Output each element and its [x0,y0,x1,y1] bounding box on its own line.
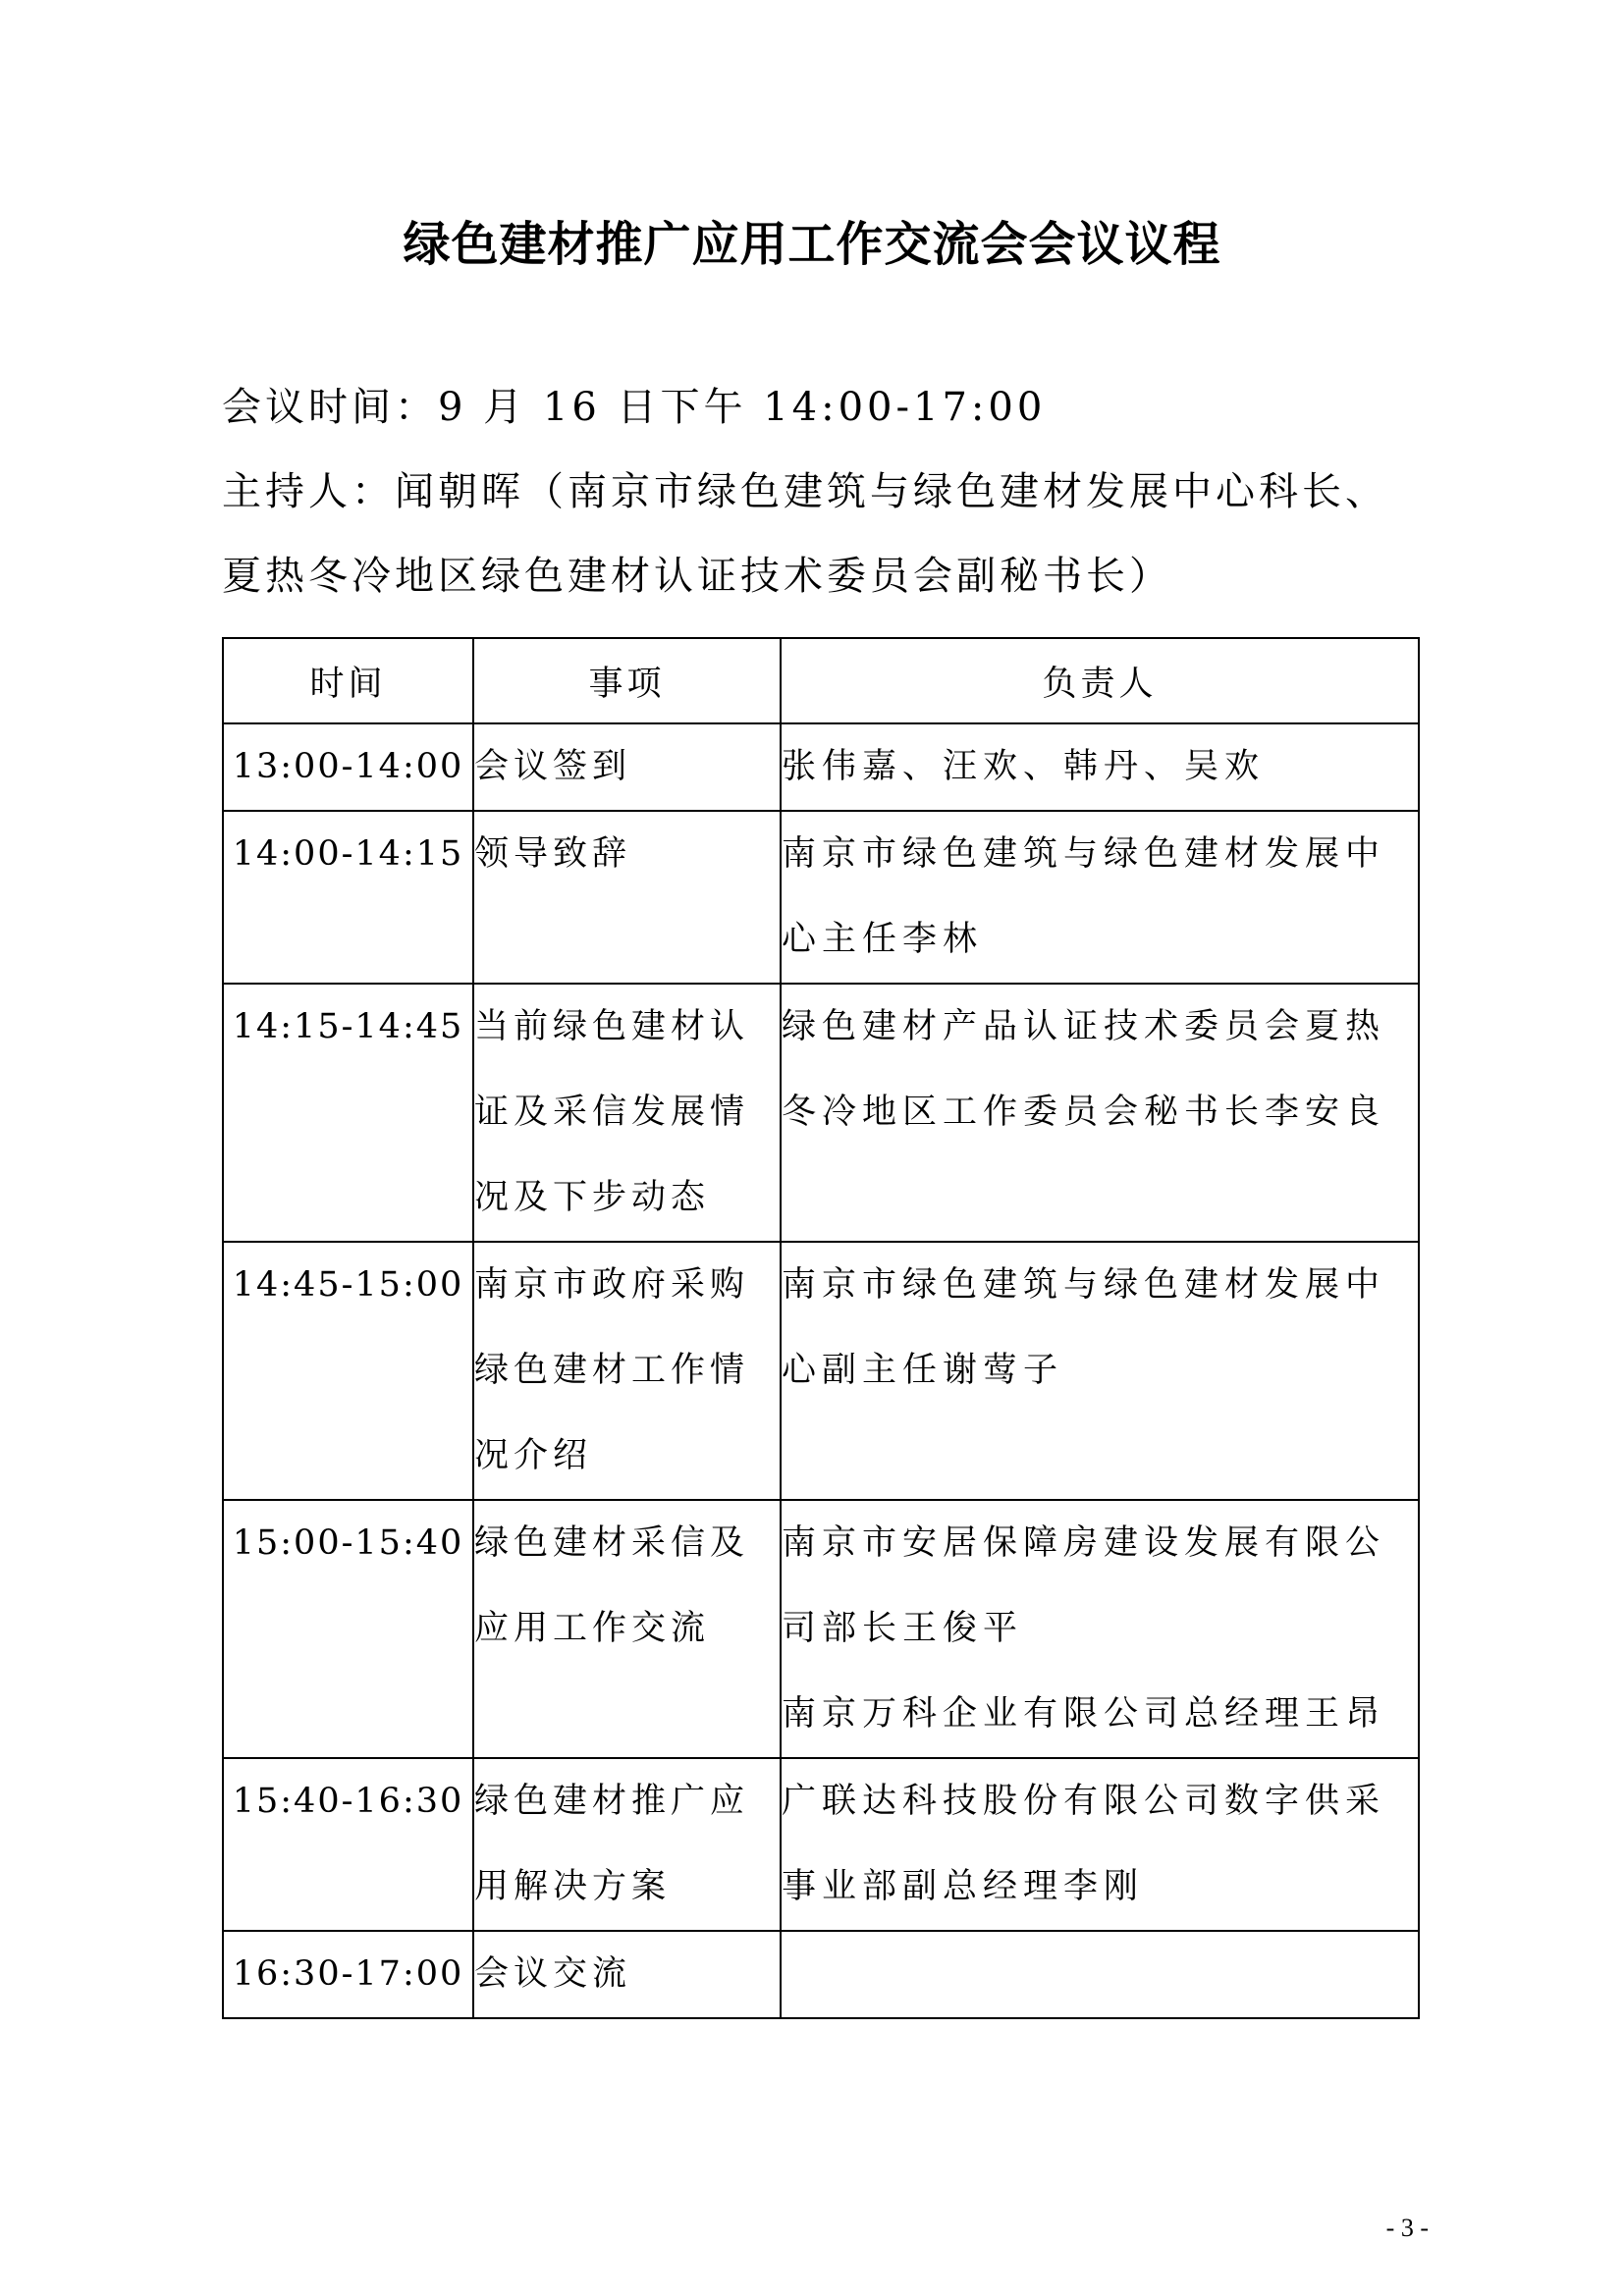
header-time: 时间 [223,638,473,723]
host-label: 主持人： [222,469,395,514]
agenda-item: 会议签到 [473,723,781,811]
agenda-owner-line: 南京市绿色建筑与绿色建材发展中心副主任谢莺子 [782,1265,1386,1390]
agenda-owner [781,811,1419,984]
agenda-owner-line: 广联达科技股份有限公司数字供采事业部副总经理李刚 [782,1782,1386,1906]
agenda-time: 16:30-17:00 [223,1931,473,2018]
table-row [223,1758,1419,1931]
table-row [223,984,1419,1242]
table-row [223,1500,1419,1758]
table-row [223,1931,1419,2018]
table-row [223,1242,1419,1500]
agenda-owner-line: 南京市绿色建筑与绿色建材发展中心主任李林 [782,834,1386,959]
meeting-time-label: 会议时间： [222,385,438,430]
meeting-time-value: 9 月 16 日下午 14:00-17:00 [438,385,1047,430]
agenda-time: 13:00-14:00 [223,723,473,811]
agenda-owner [781,1242,1419,1500]
table-row [223,811,1419,984]
agenda-body [223,723,1419,2018]
agenda-header-row [223,638,1419,723]
agenda-time: 15:40-16:30 [223,1758,473,1931]
agenda-owner-line: 绿色建材产品认证技术委员会夏热冬冷地区工作委员会秘书长李安良 [782,1007,1386,1132]
page-title: 绿色建材推广应用工作交流会会议议程 [403,217,1221,272]
agenda-time: 14:15-14:45 [223,984,473,1242]
meeting-host [222,450,1430,618]
agenda-item: 绿色建材采信及应用工作交流 [473,1500,781,1758]
meeting-time [222,365,1430,450]
agenda-owner [781,984,1419,1242]
agenda-owner-line: 南京万科企业有限公司总经理王昂 [782,1694,1386,1734]
header-owner: 负责人 [781,638,1419,723]
agenda-item: 当前绿色建材认证及采信发展情况及下步动态 [473,984,781,1242]
agenda-table [222,637,1420,2019]
host-value: 闻朝晖（南京市绿色建筑与绿色建材发展中心科长、夏热冬冷地区绿色建材认证技术委员会副秘书长） [222,469,1388,599]
agenda-owner-line: 南京市安居保障房建设发展有限公司部长王俊平 [782,1523,1386,1648]
header-item: 事项 [473,638,781,723]
agenda-owner [781,1500,1419,1758]
agenda-owner [781,723,1419,811]
agenda-item: 绿色建材推广应用解决方案 [473,1758,781,1931]
agenda-item: 会议交流 [473,1931,781,2018]
agenda-time: 14:45-15:00 [223,1242,473,1500]
agenda-item: 领导致辞 [473,811,781,984]
page-number: - 3 - [1385,2214,1429,2242]
table-row [223,723,1419,811]
agenda-owner-line: 张伟嘉、汪欢、韩丹、吴欢 [782,747,1266,786]
agenda-owner [781,1758,1419,1931]
agenda-owner [781,1931,1419,2018]
agenda-time: 14:00-14:15 [223,811,473,984]
agenda-item: 南京市政府采购绿色建材工作情况介绍 [473,1242,781,1500]
agenda-time: 15:00-15:40 [223,1500,473,1758]
